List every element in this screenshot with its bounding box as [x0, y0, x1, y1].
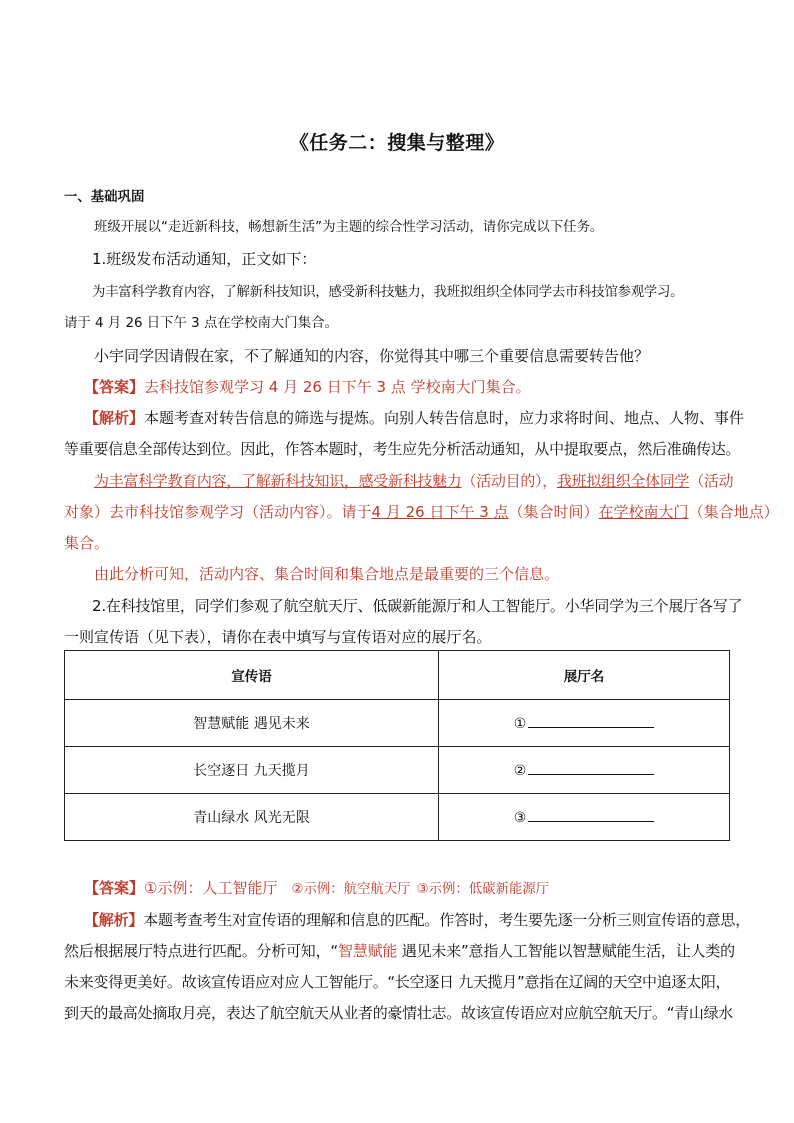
answer-1 [64, 376, 732, 398]
slogan-cell: 长空逐日 九天揽月 [65, 747, 439, 794]
hall-cell: ③ [439, 794, 730, 841]
marked-purpose: 为丰富科学教育内容，了解新科技知识，感受新科技魅力 [94, 472, 462, 490]
marked-notice-line-1: 为丰富科学教育内容，了解新科技知识，感受新科技魅力（活动目的），我班拟组织全体同学（活动 [94, 472, 734, 490]
table-row [65, 794, 730, 841]
conclusion: 由此分析可知，活动内容、集合时间和集合地点是最重要的三个信息。 [94, 565, 560, 583]
marked-time: 4 月 26 日下午 3 点 [371, 503, 509, 521]
question-2-line-1: 2.在科技馆里，同学们参观了航空航天厅、低碳新能源厅和人工智能厅。小华同学为三个展厅各写了 [92, 597, 743, 615]
table-row [65, 700, 730, 747]
table-header-hall: 展厅名 [439, 651, 730, 700]
question-2-line-2: 一则宣传语（见下表），请你在表中填写与宣传语对应的展厅名。 [64, 628, 492, 646]
hall-cell: ① [439, 700, 730, 747]
slogan-cell: 青山绿水 风光无限 [65, 794, 439, 841]
answer-tag: 【答案】 [84, 378, 145, 396]
analysis-tag: 【解析】 [84, 409, 145, 427]
marked-object: 我班拟组织全体同学 [556, 472, 690, 490]
analysis-2-line-1: 【解析】本题考查考生对宣传语的理解和信息的匹配。作答时，考生要先逐一分析三则宣传语的意思， [84, 911, 751, 929]
answer-2: 【答案】①示例：人工智能厅 ②示例：航空航天厅 ③示例：低碳新能源厅 [84, 879, 550, 897]
analysis-1-line-2: 等重要信息全部传达到位。因此，作答本题时，考生应先分析活动通知，从中提取要点，然后准确传达。 [64, 440, 741, 458]
analysis-1-line-1: 【解析】本题考查对转告信息的筛选与提炼。向别人转告信息时，应力求将时间、地点、人物、事件 [84, 409, 745, 427]
analysis-2-line-3: 未来变得更美好。故该宣传语应对应人工智能厅。“长空逐日 九天揽月”意指在辽阔的天空中追逐太阳， [64, 973, 731, 991]
analysis-2-line-4: 到天的最高处摘取月亮，表达了航空航天从业者的豪情壮志。故该宣传语应对应航空航天厅。“青山绿水 [64, 1004, 733, 1022]
table-header-row [65, 651, 730, 700]
slogan-cell: 智慧赋能 遇见未来 [65, 700, 439, 747]
notice-line-2: 请于 4 月 26 日下午 3 点在学校南大门集合。 [64, 316, 338, 331]
marked-notice-line-3: 集合。 [64, 534, 110, 552]
notice-line-1: 为丰富科学教育内容，了解新科技知识，感受新科技魅力，我班拟组织全体同学去市科技馆参观学习。 [92, 285, 684, 300]
slogan-table [64, 650, 730, 841]
blank-line [528, 715, 654, 728]
question-1-ask: 小宇同学因请假在家，不了解通知的内容，你觉得其中哪三个重要信息需要转告他？ [94, 347, 650, 365]
intro-text: 班级开展以“走近新科技，畅想新生活”为主题的综合性学习活动，请你完成以下任务。 [94, 220, 604, 235]
table-header-slogan: 宣传语 [65, 651, 439, 700]
answer-text: 去科技馆参观学习 4 月 26 日下午 3 点 学校南大门集合。 [144, 378, 531, 396]
blank-line [528, 762, 654, 775]
question-1: 1.班级发布活动通知，正文如下： [92, 250, 317, 268]
analysis-2-line-2: 然后根据展厅特点进行匹配。分析可知，“智慧赋能 遇见未来”意指人工智能以智慧赋能生活，让人类的 [64, 942, 735, 960]
section-heading: 一、基础巩固 [64, 190, 145, 205]
hall-cell: ② [439, 747, 730, 794]
marked-notice-line-2: 对象）去市科技馆参观学习（活动内容）。请于4 月 26 日下午 3 点（集合时间）在学校南大门（集合地点） [64, 503, 779, 521]
table-row [65, 747, 730, 794]
page-title: 《任务二：搜集与整理》 [289, 132, 505, 154]
marked-place: 在学校南大门 [598, 503, 689, 521]
blank-line [528, 809, 654, 822]
